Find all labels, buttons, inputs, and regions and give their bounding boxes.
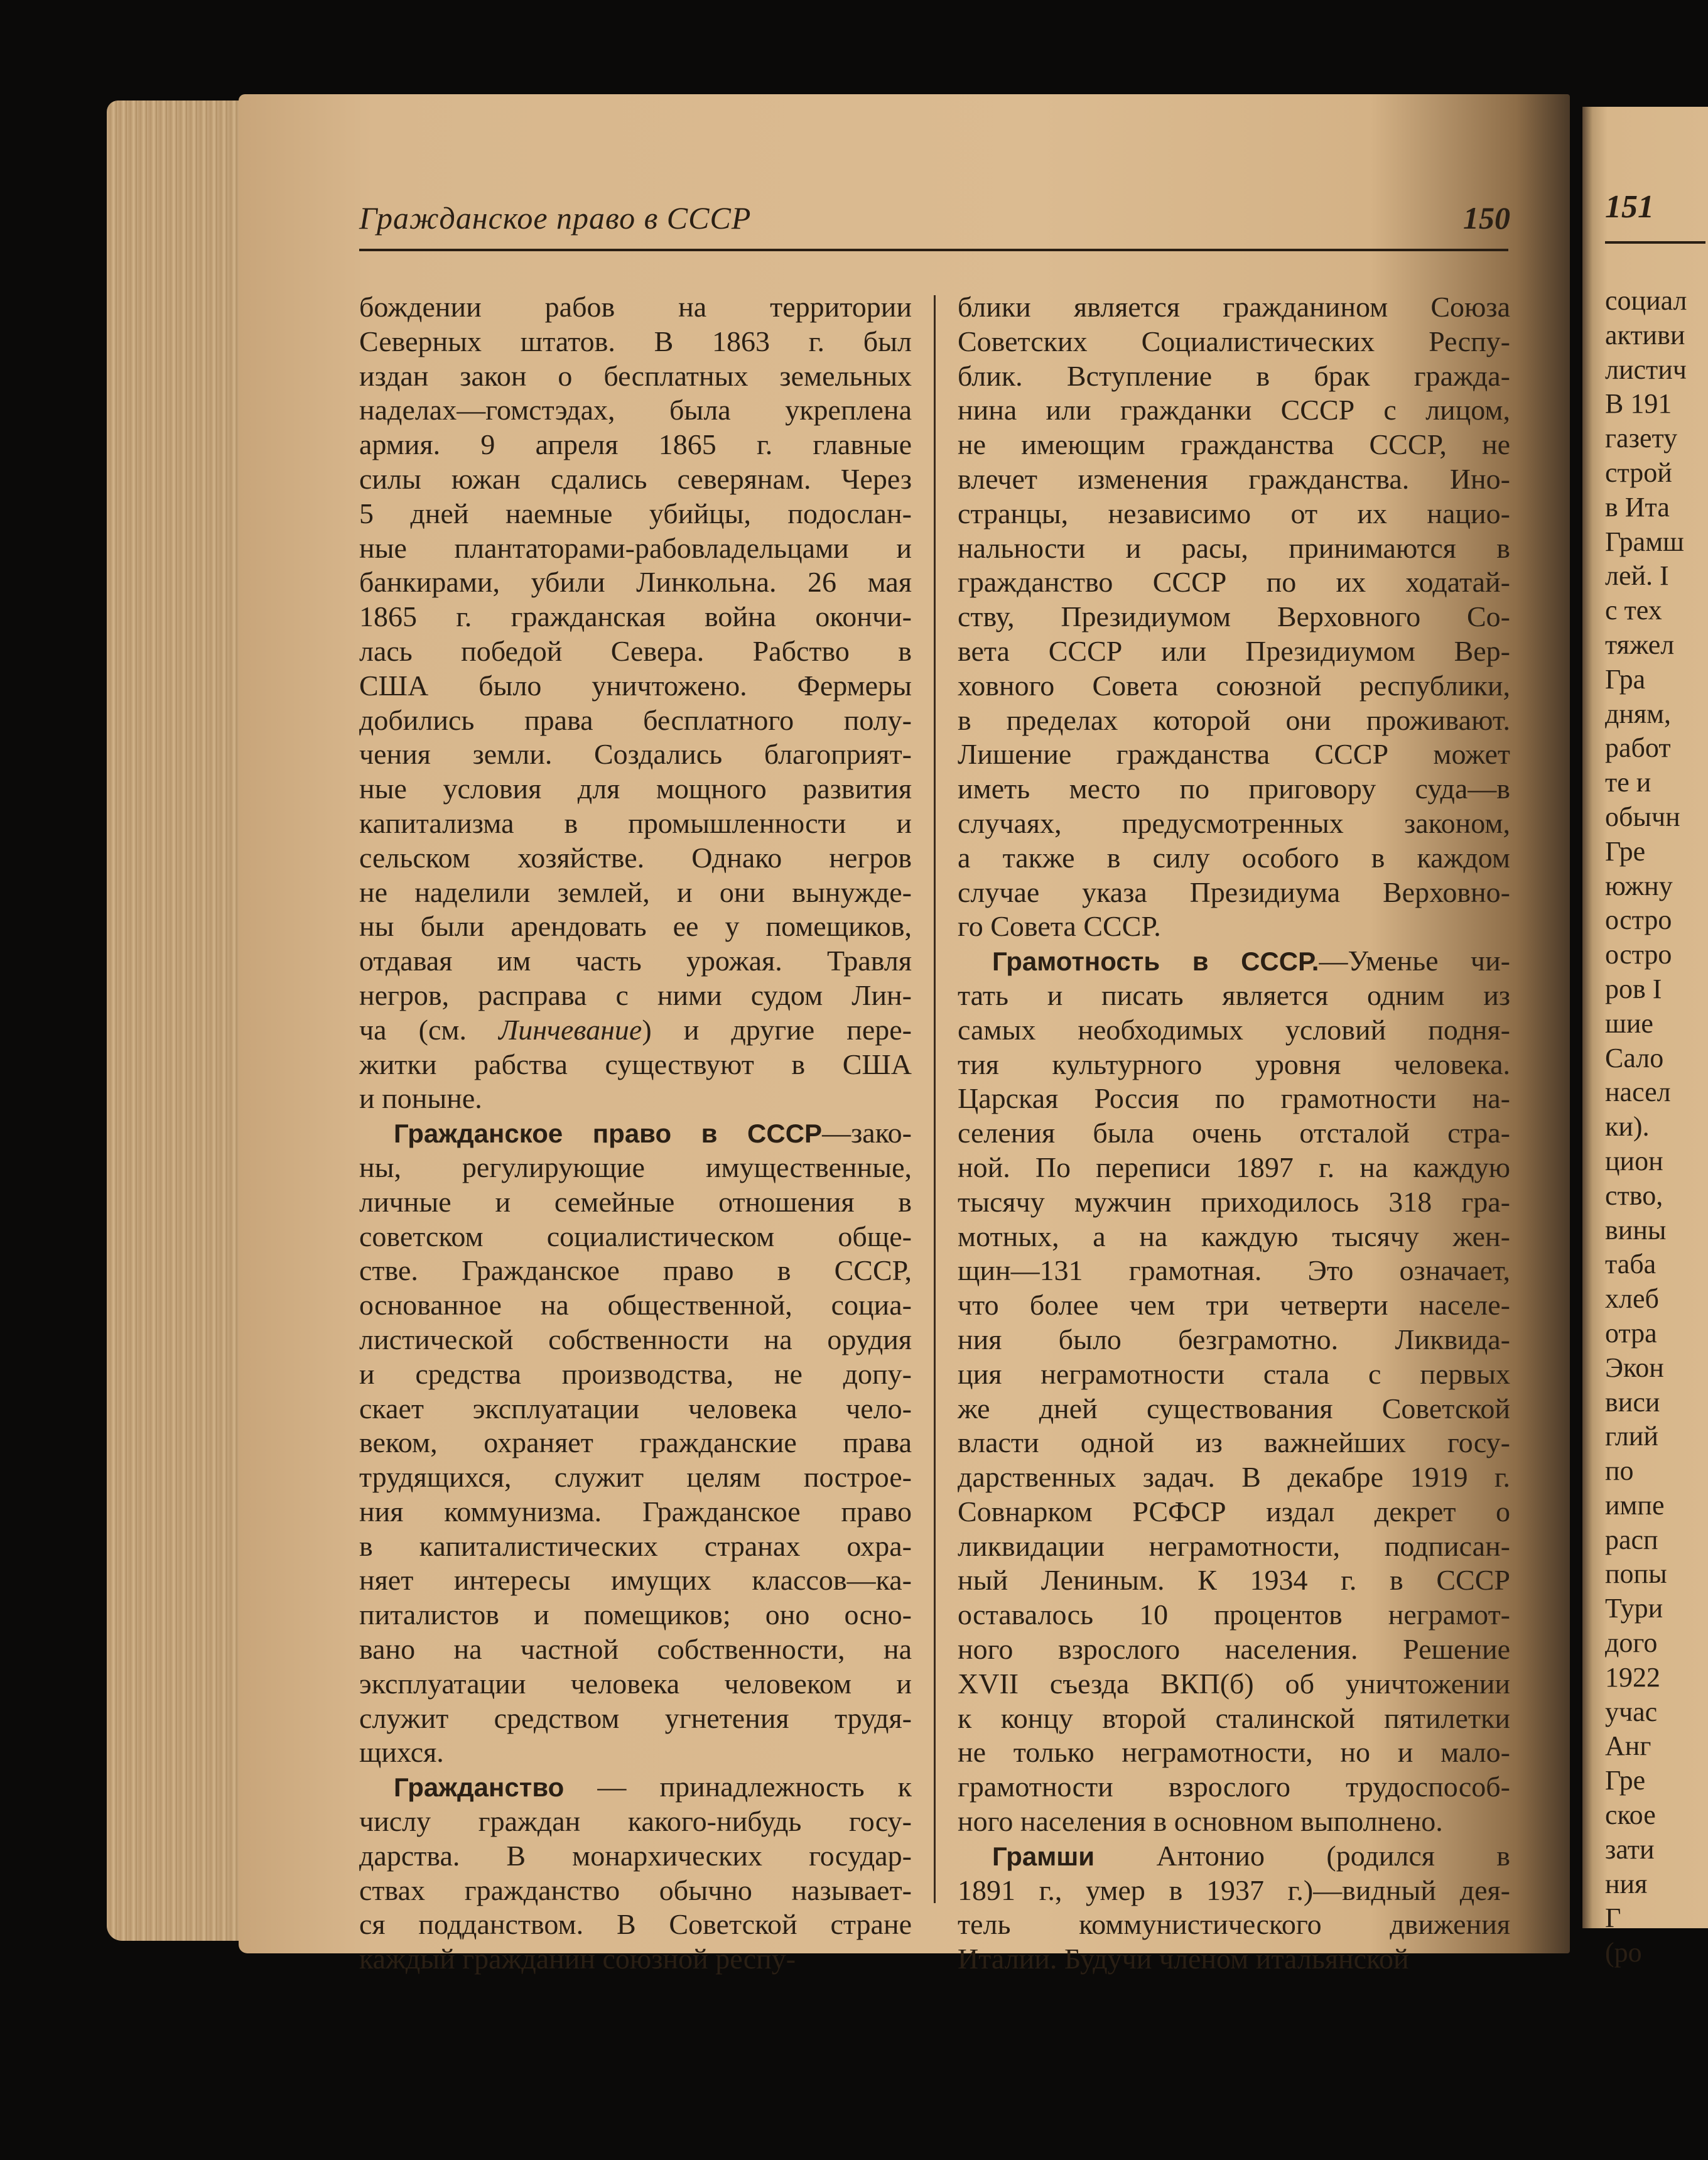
text-line: стве. Гражданское право в СССР, [359,1254,912,1287]
text-line: добились права бесплатного полу- [359,703,912,736]
text-line: листической собственности на орудия [359,1323,912,1355]
text-line: и средства производства, не допу- [359,1357,912,1390]
text-line: самых необходимых условий подня- [958,1013,1510,1046]
text-line: 5 дней наемные убийцы, подослан- [359,497,912,529]
text-line: к концу второй сталинской пятилетки [958,1701,1510,1734]
text-line: тель коммунистического движения [958,1908,1510,1941]
column-divider [934,295,936,1903]
next-page-text-line: насел [1605,1077,1671,1108]
next-page-text-line: Экон [1605,1352,1664,1383]
next-page-text-line: ния [1605,1868,1648,1899]
text-line: каждый гражданин союзной респу- [359,1943,796,1975]
text-line: капитализма в промышленности и [359,806,912,839]
text-line: питалистов и помещиков; оно осно- [359,1598,912,1631]
text-line: ликвидации неграмотности, подписан- [958,1529,1510,1562]
text-line: не имеющим гражданства СССР, не [958,428,1510,461]
left-column [359,290,912,1977]
text-line: советском социалистическом обще- [359,1220,912,1252]
text-line: личные и семейные отношения в [359,1185,912,1218]
next-page-text-line: таба [1605,1249,1657,1280]
text-line: ча (см. Линчевание) и другие пере- [359,1013,912,1046]
text-line: отдавая им часть урожая. Травля [359,945,912,977]
text-line: Северных штатов. В 1863 г. был [359,325,912,357]
next-page-text-line: шие [1605,1007,1653,1039]
next-page-rule [1605,241,1705,244]
text-line: Совнарком РСФСР издал декрет о [958,1495,1510,1528]
text-line: ховного Совета союзной республики, [958,669,1510,702]
text-line: чения земли. Создались благоприят- [359,738,912,771]
next-page-text-line: (ро [1605,1937,1642,1968]
text-line: бождении рабов на территории [359,291,912,323]
next-page-text-line: импе [1605,1489,1665,1521]
text-line: щихся. [359,1736,444,1769]
text-line: XVII съезда ВКП(б) об уничтожении [958,1667,1510,1700]
text-line: оставалось 10 процентов неграмот- [958,1598,1510,1631]
text-line: эксплуатации человека человеком и [359,1667,912,1700]
next-page-text-line: 1922 [1605,1661,1660,1693]
page-number: 150 [1463,200,1510,236]
text-line: нальности и расы, принимаются в [958,531,1510,564]
text-line: служит средством угнетения трудя- [359,1701,912,1734]
next-page-text-line: цион [1605,1145,1663,1176]
next-page-text-line: южну [1605,870,1673,901]
next-page-text-line: по [1605,1455,1634,1487]
next-page-text-line: Сало [1605,1042,1664,1073]
text-line: ствах гражданство обычно называет- [359,1874,912,1906]
text-line: го Совета СССР. [958,910,1161,943]
text-line: основанное на общественной, социа- [359,1289,912,1322]
text-line: ные плантаторами-рабовладельцами и [359,531,912,564]
text-line: дарства. В монархических государ- [359,1839,912,1872]
text-line: не только неграмотности, но и мало- [958,1736,1510,1769]
next-page-text-line: Грамш [1605,526,1684,557]
text-line: странцы, независимо от их нацио- [958,497,1510,529]
next-page-text-line: Тури [1605,1593,1663,1624]
next-page-column [1605,284,1705,1968]
text-line: ния коммунизма. Гражданское право [359,1495,912,1528]
text-line: же дней существования Советской [958,1392,1510,1425]
next-page-text-line: В 191 [1605,388,1672,420]
next-page-text-line: остро [1605,904,1672,936]
text-line: Лишение гражданства СССР может [958,738,1510,771]
text-line: случае указа Президиума Верховно- [958,876,1510,908]
text-line: иметь место по приговору суда—в [958,773,1510,805]
text-line: дарственных задач. В декабре 1919 г. [958,1461,1510,1494]
text-line: 1865 г. гражданская война окончи- [359,600,912,633]
text-line: случаях, предусмотренных законом, [958,806,1510,839]
text-line: что более чем три четверти населе- [958,1289,1510,1322]
text-line: банкирами, убили Линкольна. 26 мая [359,566,912,599]
next-page-text-line: листич [1605,354,1687,385]
next-page-text-line: отра [1605,1317,1657,1349]
text-line: житки рабства существуют в США [359,1048,912,1080]
text-line: Советских Социалистических Респу- [958,325,1510,357]
text-line: США было уничтожено. Фермеры [359,669,912,702]
next-page-text-line: остро [1605,939,1672,970]
next-page-text-line: попы [1605,1558,1667,1590]
next-page-text-line: Гре [1605,1765,1646,1796]
text-line: вано на частной собственности, на [359,1633,912,1666]
text-line: в капиталистических странах охра- [359,1529,912,1562]
text-line: ся подданством. В Советской стране [359,1908,912,1941]
next-page-text-line: зати [1605,1833,1655,1865]
text-line: ной. По переписи 1897 г. на каждую [958,1151,1510,1183]
text-line: ного взрослого населения. Решение [958,1633,1510,1666]
text-line: и поныне. [359,1082,482,1115]
text-line: гражданство СССР по их ходатай- [958,566,1510,599]
text-line: ные условия для мощного развития [359,773,912,805]
text-line: ству, Президиумом Верховного Со- [958,600,1510,633]
next-page-text-line: в Ита [1605,491,1670,523]
text-line: силы южан сдались северянам. Через [359,462,912,495]
text-line: ны были арендовать ее у помещиков, [359,910,912,943]
next-page-text-line: глий [1605,1421,1658,1452]
header-rule [359,249,1508,251]
text-line: Грамши Антонио (родился в [992,1839,1510,1872]
text-line: ный Лениным. К 1934 г. в СССР [958,1564,1510,1597]
text-line: числу граждан какого-нибудь госу- [359,1805,912,1838]
next-page-text-line: те и [1605,767,1651,798]
right-column [958,290,1510,1977]
text-line: власти одной из важнейших госу- [958,1426,1510,1459]
text-line: негров, расправа с ними судом Лин- [359,979,912,1011]
text-line: трудящихся, служит целям построе- [359,1461,912,1494]
next-page-text-line: строй [1605,457,1672,488]
text-line: не наделили землей, и они вынужде- [359,876,912,908]
next-page-text-line: дням, [1605,698,1672,729]
text-line: веком, охраняет гражданские права [359,1426,912,1459]
next-page-text-line: Гре [1605,835,1646,867]
next-page-text-line: ки). [1605,1111,1650,1142]
next-page-text-line: дого [1605,1627,1658,1659]
text-line: ны, регулирующие имущественные, [359,1151,912,1183]
next-page-text-line: газету [1605,423,1678,454]
text-line: щин—131 грамотная. Это означает, [958,1254,1510,1287]
text-line: а также в силу особого в каждом [958,841,1510,874]
text-line: влечет изменения гражданства. Ино- [958,462,1510,495]
text-line: ция неграмотности стала с первых [958,1357,1510,1390]
next-page-text-line: виси [1605,1386,1660,1418]
next-page-text-line: учас [1605,1696,1658,1727]
text-line: тысячу мужчин приходилось 318 гра- [958,1185,1510,1218]
text-line: наделах—гомстэдах, была укреплена [359,394,912,426]
next-page-text-line: хлеб [1605,1283,1659,1315]
text-line: тия культурного уровня человека. [958,1048,1510,1080]
text-line: сельском хозяйстве. Однако негров [359,841,912,874]
text-line: блики является гражданином Союза [958,291,1510,323]
text-line: няет интересы имущих классов—ка- [359,1564,912,1597]
running-header: Гражданское право в СССР [359,200,752,236]
next-page-text-line: ство, [1605,1180,1663,1211]
text-line: издан закон о бесплатных земельных [359,359,912,392]
text-line: в пределах которой они проживают. [958,703,1510,736]
next-page-text-line: социал [1605,285,1687,316]
text-line: Гражданское право в СССР—зако- [394,1117,912,1149]
text-line: селения была очень отсталой стра- [958,1117,1510,1149]
text-line: Италии. Будучи членом итальянской [958,1943,1409,1975]
next-page-text-line: ское [1605,1799,1656,1831]
text-line: 1891 г., умер в 1937 г.)—видный дея- [958,1874,1510,1906]
text-line: ния было безграмотно. Ликвида- [958,1323,1510,1355]
text-line: нина или гражданки СССР с лицом, [958,394,1510,426]
next-page-text-line: обычн [1605,801,1680,832]
text-line: лась победой Севера. Рабство в [359,634,912,667]
text-line: тать и писать является одним из [958,979,1510,1011]
next-page-text-line: активи [1605,319,1685,350]
text-line: армия. 9 апреля 1865 г. главные [359,428,912,461]
text-line: Грамотность в СССР.—Уменье чи- [992,945,1510,977]
next-page-text-line: работ [1605,732,1671,764]
next-page-text-line: Гра [1605,663,1646,695]
next-page-text-line: лей. І [1605,560,1669,592]
next-page-text-line: ров І [1605,973,1662,1004]
text-line: скает эксплуатации человека чело- [359,1392,912,1425]
next-page-text-line: Анг [1605,1730,1651,1762]
text-line: грамотности взрослого трудоспособ- [958,1771,1510,1803]
text-line: Гражданство — принадлежность к [394,1771,912,1803]
text-line: мотных, а на каждую тысячу жен- [958,1220,1510,1252]
next-page-text-line: расп [1605,1524,1658,1555]
next-page-number: 151 [1605,189,1654,225]
next-page-text-line: Г [1605,1902,1621,1934]
text-line: вета СССР или Президиумом Вер- [958,634,1510,667]
next-page-text-line: вины [1605,1214,1667,1246]
text-line: ного населения в основном выполнено. [958,1805,1443,1838]
text-line: блик. Вступление в брак гражда- [958,359,1510,392]
text-line: Царская Россия по грамотности на- [958,1082,1510,1115]
next-page-text-line: с тех [1605,595,1662,626]
next-page-text-line: тяжел [1605,629,1675,660]
